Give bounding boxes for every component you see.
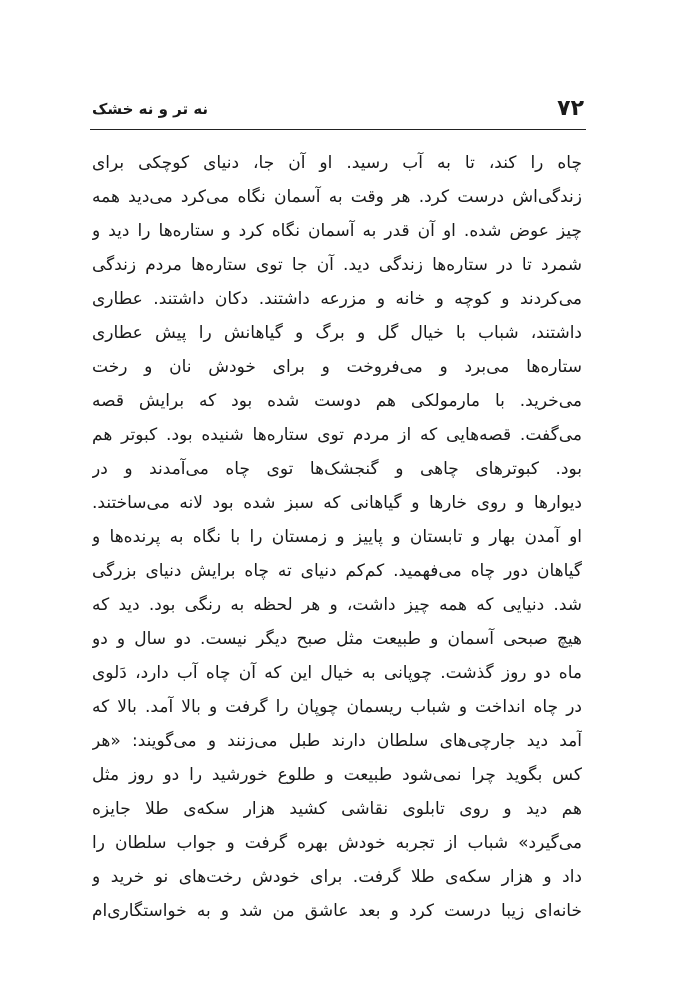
text-line: هم دید و روی تابلوی نقاشی کشید هزار سکه‌ی طلا جایزه <box>92 799 582 819</box>
page-number: ۷۲ <box>557 96 584 121</box>
text-line: ستاره‌ها می‌برد و می‌فروخت و برای خودش نان و رخت <box>92 357 582 377</box>
text-line: می‌گفت. قصه‌هایی که از مردم توی ستاره‌ها شنیده بود. کبوتر هم <box>92 425 582 445</box>
text-line: هیچ صبحی آسمان و طبیعت مثل صبح دیگر نیست. دو سال و دو <box>92 629 582 649</box>
text-line: می‌خرید. با مارمولکی هم دوست شده بود که برایش قصه <box>92 391 582 411</box>
text-line: دیوارها و روی خارها و گیاهانی که سبز شده بود لانه می‌ساختند. <box>92 493 582 513</box>
text-line: داد و هزار سکه‌ی طلا گرفت. برای خودش رخت‌های نو خرید و <box>92 867 582 887</box>
text-line: او آمدن بهار و تابستان و پاییز و زمستان را با نگاه به پرنده‌ها و <box>92 527 582 547</box>
text-line: می‌گیرد» شباب از تجربه خودش بهره گرفت و جواب سلطان را <box>92 833 582 853</box>
text-line: شمرد تا در ستاره‌ها زندگی دید. آن جا توی ستاره‌ها مردم زندگی <box>92 255 582 275</box>
text-line: چیز عوض شده. او آن قدر به آسمان نگاه کرد و ستاره‌ها را دید و <box>92 221 582 241</box>
text-line: خانه‌ای زیبا درست کرد و بعد عاشق من شد و به خواستگاری‌ام <box>92 901 582 921</box>
text-line: ماه دو روز گذشت. چوپانی به خیال این که آن چاه آب دارد، دَلوی <box>92 663 582 683</box>
text-line: بود. کبوترهای چاهی و گنجشک‌ها توی چاه می‌آمدند و در <box>92 459 582 479</box>
text-line: کس بگوید چرا نمی‌شود طبیعت و طلوع خورشید را دو روز مثل <box>92 765 582 785</box>
text-line: داشتند، شباب با خیال گل و برگ و گیاهانش را پیش عطاری <box>92 323 582 343</box>
running-title: نه تر و نه خشک <box>92 100 209 118</box>
text-line: می‌کردند و کوچه و خانه و مزرعه داشتند. دکان داشتند. عطاری <box>92 289 582 309</box>
body-text <box>92 146 582 928</box>
header-rule <box>90 129 586 130</box>
text-line: چاه را کند، تا به آب رسید. او آن جا، دنیای کوچکی برای <box>92 153 582 173</box>
text-line: گیاهان دور چاه می‌فهمید. کم‌کم دنیای ته چاه برایش دنیای بزرگی <box>92 561 582 581</box>
text-line: در چاه انداخت و شباب ریسمان چوپان را گرفت و بالا آمد. بالا که <box>92 697 582 717</box>
text-line: شد. دنیایی که همه چیز داشت، و هر لحظه به رنگی بود. دید که <box>92 595 582 615</box>
text-line: آمد دید جارچی‌های سلطان دارند طبل می‌زنند و می‌گویند: «هر <box>92 731 582 751</box>
text-line: زندگی‌اش درست کرد. هر وقت به آسمان نگاه می‌کرد می‌دید همه <box>92 187 582 207</box>
page-header <box>92 96 584 126</box>
